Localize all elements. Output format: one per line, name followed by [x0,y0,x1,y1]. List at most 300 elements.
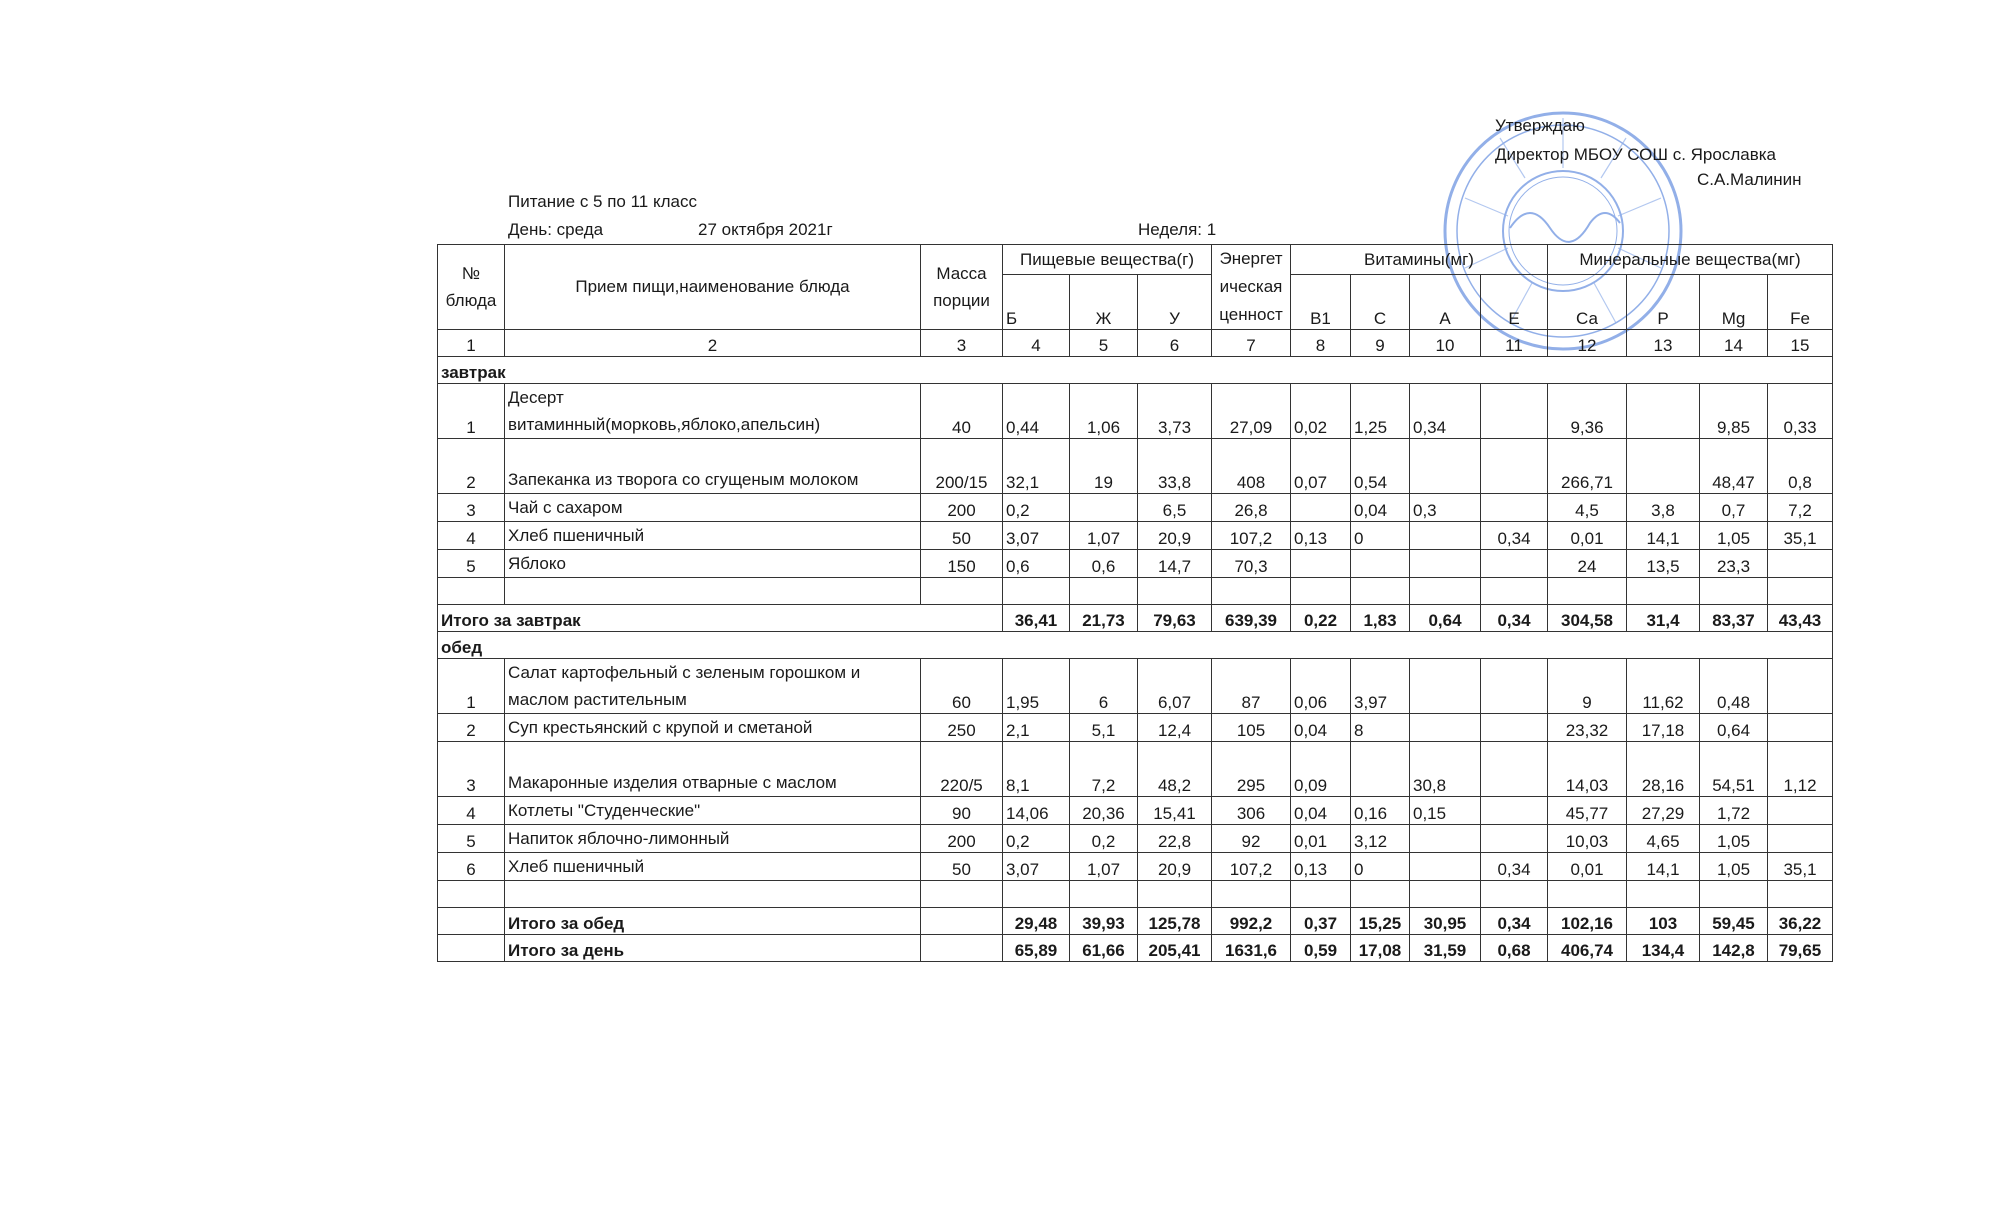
header-b1: В1 [1291,275,1351,330]
dish-name-line-1: Салат картофельный с зеленым горошком и [508,663,861,682]
value-u: 20,9 [1138,853,1212,881]
value-mg: 48,47 [1700,439,1768,494]
total-e: 1631,6 [1212,935,1291,962]
lunch-row [438,714,1833,742]
value-p: 13,5 [1627,550,1700,578]
total-u: 205,41 [1138,935,1212,962]
total-b1: 0,22 [1291,605,1351,632]
dish-name-line-2: Чай с сахаром [508,498,623,517]
column-number: 15 [1768,330,1833,357]
total-zh: 21,73 [1070,605,1138,632]
header-dish-number: № блюда [438,245,505,330]
value-b: 3,07 [1003,522,1070,550]
total-label: Итого за завтрак [438,605,1003,632]
value-fe [1768,797,1833,825]
column-number: 1 [438,330,505,357]
dish-mass: 200 [921,825,1003,853]
empty-cell [1212,881,1291,908]
value-fe: 1,12 [1768,742,1833,797]
value-b: 0,2 [1003,494,1070,522]
value-c: 1,25 [1351,384,1410,439]
empty-cell [1410,578,1481,605]
value-p: 11,62 [1627,659,1700,714]
value-ee [1481,659,1548,714]
dish-mass: 90 [921,797,1003,825]
empty-cell [1351,881,1410,908]
column-number: 12 [1548,330,1627,357]
value-e: 70,3 [1212,550,1291,578]
header-vitamins: Витамины(мг) [1291,245,1548,275]
value-c: 0 [1351,522,1410,550]
header-ca: Са [1548,275,1627,330]
menu-day: День: среда [508,220,604,239]
total-mg: 142,8 [1700,935,1768,962]
value-fe [1768,714,1833,742]
approval-title: Утверждаю [1495,116,1585,135]
value-ee: 0,34 [1481,853,1548,881]
total-mg: 83,37 [1700,605,1768,632]
total-p: 134,4 [1627,935,1700,962]
dish-name [505,825,921,853]
lunch-row [438,659,1833,714]
total-zh: 39,93 [1070,908,1138,935]
value-a: 0,34 [1410,384,1481,439]
dish-name-line-2: Яблоко [508,554,566,573]
dish-name-line-2: маслом растительным [508,690,687,709]
empty-cell [921,908,1003,935]
empty-cell [1481,578,1548,605]
value-b1: 0,01 [1291,825,1351,853]
value-p: 27,29 [1627,797,1700,825]
total-mg: 59,45 [1700,908,1768,935]
total-a: 30,95 [1410,908,1481,935]
value-ca: 4,5 [1548,494,1627,522]
empty-cell [1138,578,1212,605]
dish-mass: 150 [921,550,1003,578]
value-zh: 19 [1070,439,1138,494]
dish-mass: 60 [921,659,1003,714]
value-fe [1768,825,1833,853]
value-b1: 0,09 [1291,742,1351,797]
value-ee [1481,714,1548,742]
value-mg: 54,51 [1700,742,1768,797]
total-e: 639,39 [1212,605,1291,632]
dish-name-line-2: Котлеты "Студенческие" [508,801,701,820]
value-zh: 20,36 [1070,797,1138,825]
nutrition-table [437,244,1833,962]
value-mg: 9,85 [1700,384,1768,439]
column-number: 11 [1481,330,1548,357]
value-fe: 35,1 [1768,522,1833,550]
value-u: 6,5 [1138,494,1212,522]
value-fe: 35,1 [1768,853,1833,881]
value-e: 408 [1212,439,1291,494]
column-number: 7 [1212,330,1291,357]
value-mg: 23,3 [1700,550,1768,578]
empty-cell [1291,881,1351,908]
value-ee [1481,742,1548,797]
dish-name-line-2: Макаронные изделия отварные с маслом [508,773,837,792]
header-mg: Mg [1700,275,1768,330]
value-fe [1768,550,1833,578]
value-b1: 0,04 [1291,797,1351,825]
value-e: 107,2 [1212,522,1291,550]
value-ca: 10,03 [1548,825,1627,853]
total-p: 103 [1627,908,1700,935]
value-b1: 0,06 [1291,659,1351,714]
value-ca: 9,36 [1548,384,1627,439]
value-ca: 9 [1548,659,1627,714]
value-c: 0,16 [1351,797,1410,825]
value-p: 14,1 [1627,853,1700,881]
dish-mass: 250 [921,714,1003,742]
empty-cell [1212,578,1291,605]
empty-cell [438,908,505,935]
column-number: 4 [1003,330,1070,357]
value-b: 2,1 [1003,714,1070,742]
value-zh: 0,2 [1070,825,1138,853]
section-lunch-row [438,632,1833,659]
table-header-row-1 [438,245,1833,275]
column-number: 3 [921,330,1003,357]
dish-number: 1 [438,384,505,439]
value-b: 14,06 [1003,797,1070,825]
total-u: 79,63 [1138,605,1212,632]
value-zh: 7,2 [1070,742,1138,797]
menu-title: Питание с 5 по 11 класс [508,192,697,211]
value-p: 3,8 [1627,494,1700,522]
value-e: 107,2 [1212,853,1291,881]
lunch-row [438,742,1833,797]
value-ee [1481,384,1548,439]
value-e: 26,8 [1212,494,1291,522]
value-b: 8,1 [1003,742,1070,797]
total-ca: 406,74 [1548,935,1627,962]
value-ee [1481,825,1548,853]
value-c [1351,550,1410,578]
value-zh: 1,07 [1070,522,1138,550]
dish-name-line-2: Запеканка из творога со сгущеным молоком [508,470,859,489]
value-a [1410,714,1481,742]
header-portion-mass: Масса порции [921,245,1003,330]
empty-cell [921,935,1003,962]
value-a: 30,8 [1410,742,1481,797]
value-p [1627,439,1700,494]
value-a: 0,15 [1410,797,1481,825]
dish-name-line-1 [508,439,917,466]
value-p [1627,384,1700,439]
dish-mass: 40 [921,384,1003,439]
value-a [1410,439,1481,494]
value-zh: 0,6 [1070,550,1138,578]
total-b: 65,89 [1003,935,1070,962]
value-a [1410,659,1481,714]
value-fe: 7,2 [1768,494,1833,522]
empty-cell [505,578,921,605]
value-ca: 0,01 [1548,853,1627,881]
dish-number: 5 [438,825,505,853]
total-ee: 0,68 [1481,935,1548,962]
value-ca: 14,03 [1548,742,1627,797]
empty-cell [1291,578,1351,605]
total-c: 15,25 [1351,908,1410,935]
value-zh [1070,494,1138,522]
value-ca: 24 [1548,550,1627,578]
header-carbs: У [1138,275,1212,330]
dish-number: 1 [438,659,505,714]
value-u: 48,2 [1138,742,1212,797]
dish-name [505,742,921,797]
empty-cell [1481,881,1548,908]
value-e: 27,09 [1212,384,1291,439]
value-u: 14,7 [1138,550,1212,578]
header-energy: Энергет ическая ценност [1212,245,1291,330]
value-a: 0,3 [1410,494,1481,522]
value-a [1410,550,1481,578]
total-zh: 61,66 [1070,935,1138,962]
value-e: 105 [1212,714,1291,742]
empty-cell [1768,881,1833,908]
total-fe: 43,43 [1768,605,1833,632]
breakfast-row [438,550,1833,578]
empty-row [438,578,1833,605]
value-u: 20,9 [1138,522,1212,550]
header-fe: Fe [1768,275,1833,330]
dish-number: 4 [438,797,505,825]
value-a [1410,853,1481,881]
value-c: 3,97 [1351,659,1410,714]
value-p: 28,16 [1627,742,1700,797]
lunch-row [438,797,1833,825]
value-fe [1768,659,1833,714]
total-c: 1,83 [1351,605,1410,632]
dish-number: 2 [438,439,505,494]
total-fe: 36,22 [1768,908,1833,935]
empty-cell [1627,881,1700,908]
day_total-row [438,935,1833,962]
empty-cell [1548,881,1627,908]
total-p: 31,4 [1627,605,1700,632]
empty-cell [438,935,505,962]
total-u: 125,78 [1138,908,1212,935]
value-c: 0 [1351,853,1410,881]
value-mg: 1,05 [1700,853,1768,881]
value-c [1351,742,1410,797]
breakfast_total-row [438,605,1833,632]
column-number: 10 [1410,330,1481,357]
value-u: 6,07 [1138,659,1212,714]
empty-cell [1003,881,1070,908]
empty-cell [1070,578,1138,605]
empty-cell [1548,578,1627,605]
value-b1: 0,07 [1291,439,1351,494]
value-ca: 266,71 [1548,439,1627,494]
dish-name [505,522,921,550]
dish-name-line-2: Напиток яблочно-лимонный [508,829,730,848]
empty-cell [438,578,505,605]
total-b: 29,48 [1003,908,1070,935]
dish-name-line-2: Суп крестьянский с крупой и сметаной [508,718,813,737]
dish-name [505,714,921,742]
value-mg: 1,05 [1700,522,1768,550]
value-e: 87 [1212,659,1291,714]
dish-name-line-2: Хлеб пшеничный [508,526,645,545]
value-ee: 0,34 [1481,522,1548,550]
header-p: Р [1627,275,1700,330]
value-e: 295 [1212,742,1291,797]
value-e: 92 [1212,825,1291,853]
total-e: 992,2 [1212,908,1291,935]
column-numbers-row [438,330,1833,357]
header-c: С [1351,275,1410,330]
dish-number: 2 [438,714,505,742]
value-mg: 0,48 [1700,659,1768,714]
value-a [1410,825,1481,853]
value-p: 14,1 [1627,522,1700,550]
total-label: Итого за обед [505,908,921,935]
header-dish-name: Прием пищи,наименование блюда [505,245,921,330]
total-a: 0,64 [1410,605,1481,632]
value-mg: 0,7 [1700,494,1768,522]
value-b1: 0,04 [1291,714,1351,742]
value-c: 3,12 [1351,825,1410,853]
column-number: 9 [1351,330,1410,357]
dish-number: 6 [438,853,505,881]
lunch_total-row [438,908,1833,935]
value-p: 17,18 [1627,714,1700,742]
dish-name [505,853,921,881]
value-fe: 0,8 [1768,439,1833,494]
empty-cell [1070,881,1138,908]
value-b: 1,95 [1003,659,1070,714]
column-number: 6 [1138,330,1212,357]
value-p: 4,65 [1627,825,1700,853]
value-b1: 0,02 [1291,384,1351,439]
empty-cell [1410,881,1481,908]
empty-cell [1768,578,1833,605]
dish-name-line-1 [508,742,917,769]
value-ee [1481,797,1548,825]
dish-number: 4 [438,522,505,550]
header-e: Е [1481,275,1548,330]
total-b1: 0,37 [1291,908,1351,935]
dish-name [505,384,921,439]
breakfast-row [438,522,1833,550]
value-c: 8 [1351,714,1410,742]
total-ee: 0,34 [1481,605,1548,632]
breakfast-row [438,439,1833,494]
dish-name-line-1: Десерт [508,388,564,407]
value-ca: 45,77 [1548,797,1627,825]
value-u: 12,4 [1138,714,1212,742]
menu-day-line [508,220,1217,240]
empty-cell [1138,881,1212,908]
value-u: 3,73 [1138,384,1212,439]
value-zh: 1,06 [1070,384,1138,439]
dish-mass: 50 [921,853,1003,881]
value-b: 0,2 [1003,825,1070,853]
dish-name-line-2: Хлеб пшеничный [508,857,645,876]
column-number: 5 [1070,330,1138,357]
total-b1: 0,59 [1291,935,1351,962]
header-nutrients: Пищевые вещества(г) [1003,245,1212,275]
value-zh: 5,1 [1070,714,1138,742]
menu-date: 27 октября 2021г [698,220,833,239]
dish-name [505,659,921,714]
column-number: 8 [1291,330,1351,357]
value-mg: 0,64 [1700,714,1768,742]
value-b: 3,07 [1003,853,1070,881]
total-ca: 102,16 [1548,908,1627,935]
dish-name [505,550,921,578]
empty-cell [1700,578,1768,605]
section-breakfast-label: завтрак [438,357,1833,384]
value-b1: 0,13 [1291,853,1351,881]
header-a: А [1410,275,1481,330]
lunch-row [438,853,1833,881]
dish-mass: 50 [921,522,1003,550]
breakfast-row [438,494,1833,522]
value-zh: 6 [1070,659,1138,714]
menu-week: Неделя: 1 [1138,220,1217,239]
header-minerals: Минеральные вещества(мг) [1548,245,1833,275]
value-c: 0,04 [1351,494,1410,522]
column-number: 13 [1627,330,1700,357]
value-b: 0,6 [1003,550,1070,578]
empty-cell [438,881,505,908]
value-e: 306 [1212,797,1291,825]
value-mg: 1,05 [1700,825,1768,853]
dish-number: 3 [438,494,505,522]
total-a: 31,59 [1410,935,1481,962]
header-protein: Б [1003,275,1070,330]
empty-cell [1627,578,1700,605]
value-ca: 0,01 [1548,522,1627,550]
empty-cell [1351,578,1410,605]
total-label: Итого за день [505,935,921,962]
total-ca: 304,58 [1548,605,1627,632]
header-fat: Ж [1070,275,1138,330]
approval-block [1495,110,1802,195]
total-c: 17,08 [1351,935,1410,962]
empty-cell [1003,578,1070,605]
value-ca: 23,32 [1548,714,1627,742]
dish-mass: 200/15 [921,439,1003,494]
value-c: 0,54 [1351,439,1410,494]
value-a [1410,522,1481,550]
dish-name-line-2: витаминный(морковь,яблоко,апельсин) [508,415,821,434]
column-number: 2 [505,330,921,357]
value-b1: 0,13 [1291,522,1351,550]
value-b: 32,1 [1003,439,1070,494]
total-b: 36,41 [1003,605,1070,632]
value-u: 15,41 [1138,797,1212,825]
breakfast-row [438,384,1833,439]
empty-cell [921,578,1003,605]
dish-number: 5 [438,550,505,578]
column-number: 14 [1700,330,1768,357]
dish-name [505,494,921,522]
value-mg: 1,72 [1700,797,1768,825]
value-b: 0,44 [1003,384,1070,439]
total-fe: 79,65 [1768,935,1833,962]
value-ee [1481,494,1548,522]
lunch-row [438,825,1833,853]
empty-cell [1700,881,1768,908]
value-fe: 0,33 [1768,384,1833,439]
section-breakfast-row [438,357,1833,384]
value-b1 [1291,550,1351,578]
